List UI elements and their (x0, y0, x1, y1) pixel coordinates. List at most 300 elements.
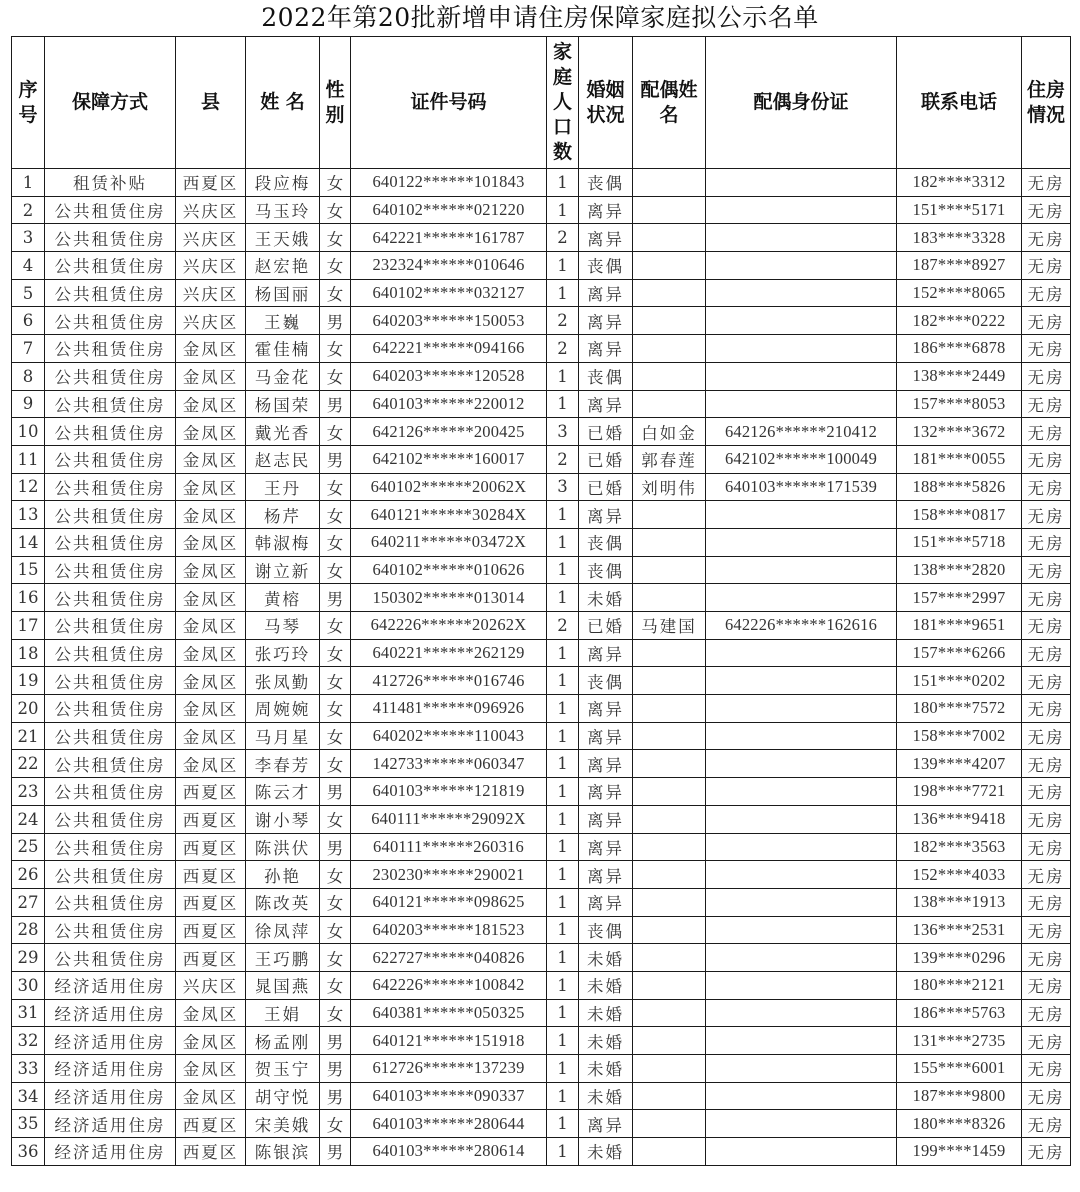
cell-family-size: 1 (547, 722, 579, 750)
cell-gender: 女 (320, 805, 351, 833)
cell-spouse-name: 郭春莲 (633, 445, 706, 473)
cell-seq: 1 (12, 169, 45, 197)
cell-marital: 未婚 (579, 1082, 633, 1110)
cell-id: 412726******016746 (351, 667, 547, 695)
cell-gender: 女 (320, 473, 351, 501)
cell-family-size: 1 (547, 1055, 579, 1083)
cell-county: 兴庆区 (176, 307, 246, 335)
cell-housing: 无房 (1022, 307, 1071, 335)
cell-county: 西夏区 (176, 888, 246, 916)
cell-marital: 离异 (579, 196, 633, 224)
cell-county: 兴庆区 (176, 252, 246, 280)
cell-method: 公共租赁住房 (45, 528, 176, 556)
table-body (12, 169, 1071, 1166)
cell-name: 韩淑梅 (246, 528, 320, 556)
cell-marital: 离异 (579, 805, 633, 833)
cell-county: 金凤区 (176, 362, 246, 390)
cell-spouse-id (706, 1082, 897, 1110)
cell-phone: 187****9800 (897, 1082, 1022, 1110)
cell-phone: 182****3312 (897, 169, 1022, 197)
cell-gender: 男 (320, 833, 351, 861)
cell-spouse-name (633, 639, 706, 667)
cell-housing: 无房 (1022, 1138, 1071, 1166)
cell-housing: 无房 (1022, 584, 1071, 612)
cell-name: 段应梅 (246, 169, 320, 197)
cell-method: 公共租赁住房 (45, 888, 176, 916)
cell-county: 西夏区 (176, 778, 246, 806)
cell-housing: 无房 (1022, 196, 1071, 224)
cell-id: 640202******110043 (351, 722, 547, 750)
cell-gender: 女 (320, 888, 351, 916)
cell-spouse-name (633, 252, 706, 280)
cell-family-size: 1 (547, 971, 579, 999)
cell-id: 640103******220012 (351, 390, 547, 418)
cell-phone: 182****0222 (897, 307, 1022, 335)
cell-phone: 151****5171 (897, 196, 1022, 224)
cell-marital: 离异 (579, 279, 633, 307)
cell-spouse-name (633, 196, 706, 224)
cell-id: 642226******20262X (351, 612, 547, 640)
cell-phone: 187****8927 (897, 252, 1022, 280)
cell-housing: 无房 (1022, 169, 1071, 197)
cell-id: 642221******094166 (351, 335, 547, 363)
cell-housing: 无房 (1022, 695, 1071, 723)
cell-housing: 无房 (1022, 473, 1071, 501)
cell-phone: 180****2121 (897, 971, 1022, 999)
cell-name: 陈洪伏 (246, 833, 320, 861)
cell-spouse-id (706, 695, 897, 723)
cell-id: 232324******010646 (351, 252, 547, 280)
cell-spouse-name (633, 833, 706, 861)
cell-family-size: 2 (547, 445, 579, 473)
cell-family-size: 1 (547, 695, 579, 723)
cell-seq: 36 (12, 1138, 45, 1166)
cell-spouse-id (706, 1138, 897, 1166)
cell-spouse-name (633, 778, 706, 806)
cell-name: 马月星 (246, 722, 320, 750)
cell-housing: 无房 (1022, 390, 1071, 418)
cell-spouse-name (633, 1110, 706, 1138)
cell-spouse-id (706, 722, 897, 750)
cell-id: 411481******096926 (351, 695, 547, 723)
header-marital: 婚姻状况 (579, 37, 633, 169)
cell-gender: 女 (320, 612, 351, 640)
cell-name: 王娟 (246, 999, 320, 1027)
cell-spouse-name: 马建国 (633, 612, 706, 640)
cell-marital: 离异 (579, 778, 633, 806)
cell-family-size: 1 (547, 501, 579, 529)
cell-id: 640102******20062X (351, 473, 547, 501)
cell-method: 经济适用住房 (45, 1027, 176, 1055)
cell-method: 租赁补贴 (45, 169, 176, 197)
cell-id: 230230******290021 (351, 861, 547, 889)
header-phone: 联系电话 (897, 37, 1022, 169)
cell-seq: 2 (12, 196, 45, 224)
cell-method: 经济适用住房 (45, 1138, 176, 1166)
cell-family-size: 1 (547, 667, 579, 695)
cell-marital: 离异 (579, 861, 633, 889)
cell-id: 142733******060347 (351, 750, 547, 778)
cell-phone: 139****4207 (897, 750, 1022, 778)
cell-method: 公共租赁住房 (45, 390, 176, 418)
cell-marital: 未婚 (579, 1138, 633, 1166)
cell-spouse-id (706, 971, 897, 999)
cell-id: 640221******262129 (351, 639, 547, 667)
cell-marital: 已婚 (579, 445, 633, 473)
cell-seq: 34 (12, 1082, 45, 1110)
cell-gender: 男 (320, 1027, 351, 1055)
cell-gender: 女 (320, 335, 351, 363)
cell-spouse-id (706, 584, 897, 612)
cell-marital: 丧偶 (579, 528, 633, 556)
cell-seq: 35 (12, 1110, 45, 1138)
cell-spouse-name (633, 556, 706, 584)
table-row (12, 722, 1071, 750)
table-row (12, 888, 1071, 916)
table-row (12, 667, 1071, 695)
cell-name: 赵志民 (246, 445, 320, 473)
cell-method: 公共租赁住房 (45, 750, 176, 778)
cell-method: 公共租赁住房 (45, 445, 176, 473)
cell-housing: 无房 (1022, 224, 1071, 252)
cell-family-size: 1 (547, 944, 579, 972)
cell-name: 谢立新 (246, 556, 320, 584)
cell-spouse-id (706, 196, 897, 224)
cell-marital: 离异 (579, 224, 633, 252)
cell-seq: 31 (12, 999, 45, 1027)
cell-family-size: 1 (547, 833, 579, 861)
cell-seq: 7 (12, 335, 45, 363)
cell-county: 兴庆区 (176, 971, 246, 999)
cell-marital: 离异 (579, 833, 633, 861)
cell-name: 马琴 (246, 612, 320, 640)
cell-phone: 155****6001 (897, 1055, 1022, 1083)
cell-gender: 女 (320, 418, 351, 446)
cell-name: 徐凤萍 (246, 916, 320, 944)
table-row (12, 473, 1071, 501)
public-notice-table (11, 36, 1071, 1166)
cell-county: 金凤区 (176, 1082, 246, 1110)
cell-gender: 女 (320, 224, 351, 252)
cell-family-size: 1 (547, 639, 579, 667)
cell-seq: 15 (12, 556, 45, 584)
header-method: 保障方式 (45, 37, 176, 169)
cell-family-size: 1 (547, 999, 579, 1027)
cell-county: 金凤区 (176, 1055, 246, 1083)
cell-name: 王丹 (246, 473, 320, 501)
cell-spouse-id (706, 1055, 897, 1083)
header-row (12, 37, 1071, 169)
cell-housing: 无房 (1022, 556, 1071, 584)
cell-spouse-name (633, 916, 706, 944)
cell-seq: 26 (12, 861, 45, 889)
cell-family-size: 1 (547, 805, 579, 833)
cell-county: 兴庆区 (176, 279, 246, 307)
cell-spouse-id (706, 639, 897, 667)
cell-method: 公共租赁住房 (45, 916, 176, 944)
cell-phone: 180****7572 (897, 695, 1022, 723)
cell-marital: 丧偶 (579, 916, 633, 944)
cell-gender: 男 (320, 1055, 351, 1083)
table-row (12, 390, 1071, 418)
cell-phone: 198****7721 (897, 778, 1022, 806)
table-row (12, 501, 1071, 529)
cell-spouse-name (633, 584, 706, 612)
header-name: 姓 名 (246, 37, 320, 169)
cell-name: 王巧鹏 (246, 944, 320, 972)
cell-id: 642226******100842 (351, 971, 547, 999)
cell-family-size: 1 (547, 1110, 579, 1138)
cell-gender: 男 (320, 778, 351, 806)
cell-method: 经济适用住房 (45, 971, 176, 999)
cell-spouse-name (633, 1055, 706, 1083)
cell-family-size: 1 (547, 916, 579, 944)
cell-seq: 3 (12, 224, 45, 252)
cell-gender: 女 (320, 750, 351, 778)
cell-spouse-name (633, 971, 706, 999)
cell-spouse-name: 刘明伟 (633, 473, 706, 501)
table-row (12, 169, 1071, 197)
cell-spouse-id (706, 861, 897, 889)
cell-marital: 已婚 (579, 473, 633, 501)
cell-gender: 女 (320, 252, 351, 280)
cell-method: 公共租赁住房 (45, 833, 176, 861)
cell-marital: 已婚 (579, 418, 633, 446)
cell-name: 王巍 (246, 307, 320, 335)
cell-method: 公共租赁住房 (45, 805, 176, 833)
cell-spouse-id (706, 169, 897, 197)
cell-phone: 138****2449 (897, 362, 1022, 390)
cell-family-size: 1 (547, 584, 579, 612)
table-row (12, 750, 1071, 778)
cell-gender: 男 (320, 1082, 351, 1110)
cell-housing: 无房 (1022, 362, 1071, 390)
cell-housing: 无房 (1022, 778, 1071, 806)
cell-method: 公共租赁住房 (45, 722, 176, 750)
cell-name: 孙艳 (246, 861, 320, 889)
cell-family-size: 1 (547, 1138, 579, 1166)
cell-phone: 157****6266 (897, 639, 1022, 667)
cell-county: 金凤区 (176, 612, 246, 640)
cell-phone: 151****0202 (897, 667, 1022, 695)
cell-id: 640211******03472X (351, 528, 547, 556)
cell-spouse-name (633, 224, 706, 252)
cell-name: 陈改英 (246, 888, 320, 916)
page-title: 2022年第20批新增申请住房保障家庭拟公示名单 (261, 3, 819, 32)
cell-name: 陈银滨 (246, 1138, 320, 1166)
cell-gender: 女 (320, 916, 351, 944)
header-spouse-name: 配偶姓名 (633, 37, 706, 169)
cell-method: 经济适用住房 (45, 999, 176, 1027)
cell-id: 640103******121819 (351, 778, 547, 806)
cell-seq: 18 (12, 639, 45, 667)
cell-seq: 30 (12, 971, 45, 999)
cell-spouse-id (706, 805, 897, 833)
table-row (12, 805, 1071, 833)
cell-housing: 无房 (1022, 916, 1071, 944)
cell-county: 金凤区 (176, 1027, 246, 1055)
header-gender: 性别 (320, 37, 351, 169)
table-row (12, 999, 1071, 1027)
cell-housing: 无房 (1022, 888, 1071, 916)
cell-county: 金凤区 (176, 418, 246, 446)
table-row (12, 612, 1071, 640)
cell-gender: 女 (320, 971, 351, 999)
cell-county: 西夏区 (176, 916, 246, 944)
cell-county: 金凤区 (176, 390, 246, 418)
table-row (12, 418, 1071, 446)
cell-marital: 离异 (579, 750, 633, 778)
cell-id: 622727******040826 (351, 944, 547, 972)
cell-housing: 无房 (1022, 722, 1071, 750)
table-row (12, 1082, 1071, 1110)
cell-gender: 女 (320, 639, 351, 667)
cell-seq: 6 (12, 307, 45, 335)
cell-spouse-name (633, 335, 706, 363)
cell-gender: 女 (320, 944, 351, 972)
cell-phone: 131****2735 (897, 1027, 1022, 1055)
cell-seq: 4 (12, 252, 45, 280)
cell-id: 612726******137239 (351, 1055, 547, 1083)
table-row (12, 944, 1071, 972)
cell-spouse-id (706, 556, 897, 584)
cell-method: 公共租赁住房 (45, 584, 176, 612)
cell-gender: 女 (320, 695, 351, 723)
cell-spouse-name (633, 805, 706, 833)
cell-name: 杨国丽 (246, 279, 320, 307)
table-row (12, 556, 1071, 584)
cell-marital: 离异 (579, 335, 633, 363)
cell-family-size: 1 (547, 556, 579, 584)
table-row (12, 528, 1071, 556)
table-row (12, 335, 1071, 363)
cell-housing: 无房 (1022, 639, 1071, 667)
cell-county: 西夏区 (176, 1138, 246, 1166)
cell-method: 经济适用住房 (45, 1055, 176, 1083)
cell-county: 金凤区 (176, 695, 246, 723)
cell-county: 金凤区 (176, 667, 246, 695)
cell-phone: 157****8053 (897, 390, 1022, 418)
cell-id: 640381******050325 (351, 999, 547, 1027)
table-row (12, 362, 1071, 390)
cell-spouse-name (633, 888, 706, 916)
cell-family-size: 2 (547, 307, 579, 335)
cell-seq: 27 (12, 888, 45, 916)
cell-seq: 21 (12, 722, 45, 750)
cell-gender: 女 (320, 169, 351, 197)
cell-housing: 无房 (1022, 805, 1071, 833)
cell-seq: 11 (12, 445, 45, 473)
cell-gender: 男 (320, 307, 351, 335)
cell-name: 王天娥 (246, 224, 320, 252)
cell-spouse-name (633, 750, 706, 778)
cell-method: 公共租赁住房 (45, 778, 176, 806)
cell-county: 兴庆区 (176, 224, 246, 252)
cell-county: 兴庆区 (176, 196, 246, 224)
table-row (12, 833, 1071, 861)
cell-method: 公共租赁住房 (45, 307, 176, 335)
cell-seq: 9 (12, 390, 45, 418)
cell-seq: 13 (12, 501, 45, 529)
cell-spouse-name (633, 722, 706, 750)
cell-spouse-id (706, 335, 897, 363)
cell-family-size: 1 (547, 750, 579, 778)
cell-method: 公共租赁住房 (45, 861, 176, 889)
cell-spouse-name (633, 279, 706, 307)
cell-housing: 无房 (1022, 750, 1071, 778)
cell-housing: 无房 (1022, 279, 1071, 307)
cell-marital: 离异 (579, 695, 633, 723)
cell-family-size: 1 (547, 279, 579, 307)
cell-phone: 186****6878 (897, 335, 1022, 363)
cell-seq: 5 (12, 279, 45, 307)
cell-gender: 女 (320, 999, 351, 1027)
cell-seq: 8 (12, 362, 45, 390)
table-row (12, 695, 1071, 723)
cell-spouse-id (706, 252, 897, 280)
cell-housing: 无房 (1022, 501, 1071, 529)
table-row (12, 584, 1071, 612)
cell-name: 马玉玲 (246, 196, 320, 224)
cell-family-size: 1 (547, 888, 579, 916)
cell-phone: 151****5718 (897, 528, 1022, 556)
cell-phone: 199****1459 (897, 1138, 1022, 1166)
cell-marital: 丧偶 (579, 362, 633, 390)
cell-family-size: 1 (547, 528, 579, 556)
cell-housing: 无房 (1022, 861, 1071, 889)
cell-housing: 无房 (1022, 1110, 1071, 1138)
cell-county: 金凤区 (176, 556, 246, 584)
cell-marital: 未婚 (579, 944, 633, 972)
cell-seq: 10 (12, 418, 45, 446)
cell-seq: 23 (12, 778, 45, 806)
cell-spouse-name (633, 528, 706, 556)
cell-phone: 181****9651 (897, 612, 1022, 640)
cell-marital: 离异 (579, 501, 633, 529)
cell-spouse-name (633, 999, 706, 1027)
table-row (12, 279, 1071, 307)
cell-spouse-id (706, 888, 897, 916)
cell-method: 公共租赁住房 (45, 196, 176, 224)
cell-name: 张凤勤 (246, 667, 320, 695)
cell-housing: 无房 (1022, 833, 1071, 861)
cell-name: 张巧玲 (246, 639, 320, 667)
cell-id: 640103******090337 (351, 1082, 547, 1110)
cell-county: 西夏区 (176, 833, 246, 861)
cell-marital: 丧偶 (579, 252, 633, 280)
cell-county: 西夏区 (176, 861, 246, 889)
cell-spouse-id (706, 944, 897, 972)
cell-method: 公共租赁住房 (45, 473, 176, 501)
cell-county: 金凤区 (176, 528, 246, 556)
cell-id: 642102******160017 (351, 445, 547, 473)
cell-gender: 女 (320, 528, 351, 556)
cell-id: 640121******098625 (351, 888, 547, 916)
cell-method: 经济适用住房 (45, 1082, 176, 1110)
cell-seq: 25 (12, 833, 45, 861)
cell-method: 公共租赁住房 (45, 224, 176, 252)
cell-housing: 无房 (1022, 612, 1071, 640)
cell-phone: 158****0817 (897, 501, 1022, 529)
cell-spouse-name (633, 501, 706, 529)
cell-family-size: 1 (547, 169, 579, 197)
table-row (12, 445, 1071, 473)
cell-housing: 无房 (1022, 1055, 1071, 1083)
cell-gender: 女 (320, 279, 351, 307)
table-row (12, 1110, 1071, 1138)
cell-spouse-name (633, 390, 706, 418)
cell-gender: 女 (320, 362, 351, 390)
